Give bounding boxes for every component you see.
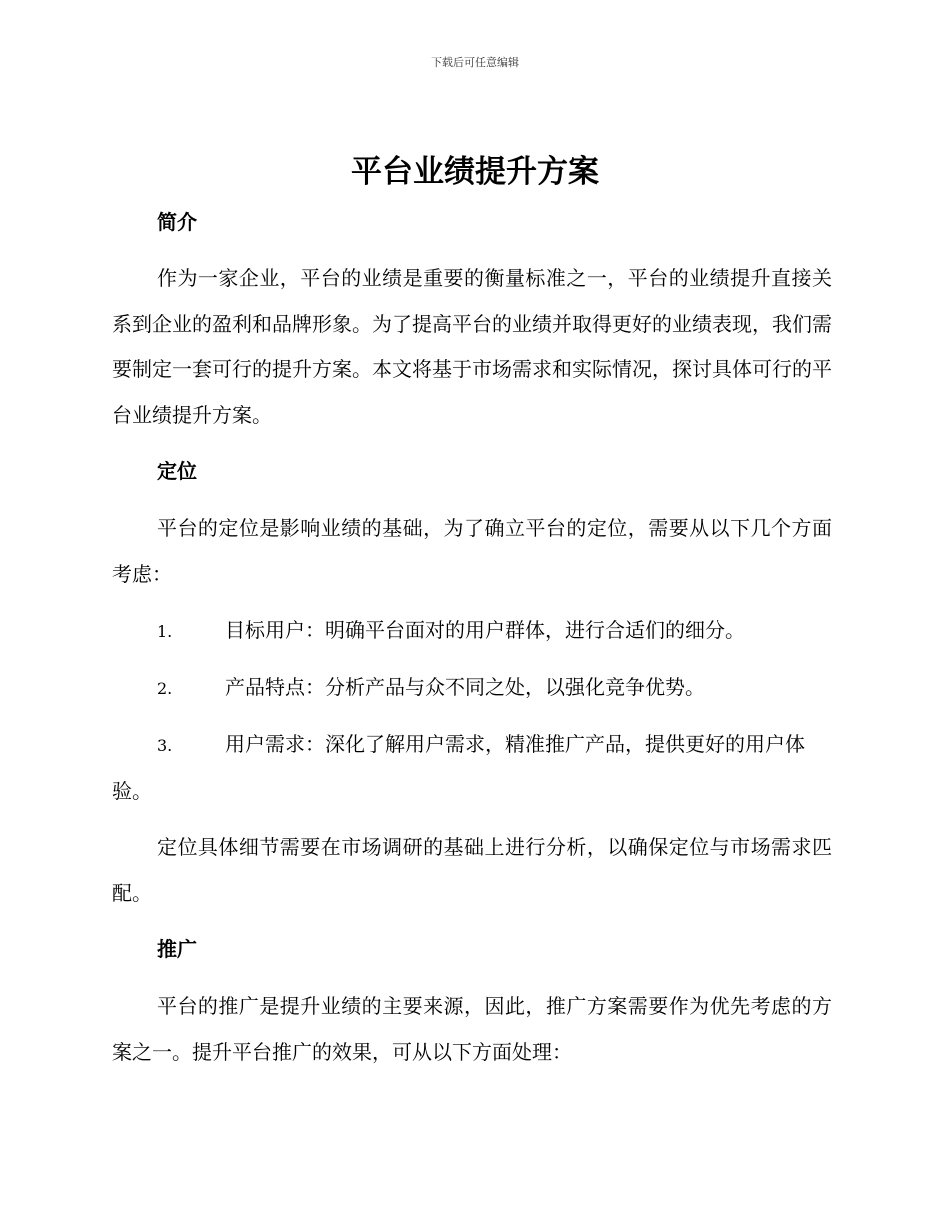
list-item-text: 目标用户：明确平台面对的用户群体，进行合适们的细分。 <box>225 618 745 642</box>
list-item-number: 3. <box>157 736 173 755</box>
document-title: 平台业绩提升方案 <box>351 154 599 190</box>
section-heading-positioning: 定位 <box>157 459 197 483</box>
list-item <box>112 665 832 712</box>
section-heading-promotion: 推广 <box>157 937 197 961</box>
list-item <box>112 722 832 814</box>
header-note: 下载后可任意编辑 <box>431 56 519 69</box>
promotion-intro-paragraph: 平台的推广是提升业绩的主要来源，因此，推广方案需要作为优先考虑的方案之一。提升平台推广的效果，可从以下方面处理： <box>112 994 832 1064</box>
positioning-intro-paragraph: 平台的定位是影响业绩的基础，为了确立平台的定位，需要从以下几个方面考虑： <box>112 516 832 586</box>
intro-paragraph: 作为一家企业，平台的业绩是重要的衡量标准之一，平台的业绩提升直接关系到企业的盈利和品牌形象。为了提高平台的业绩并取得更好的业绩表现，我们需要制定一套可行的提升方案。本文将基于市场需求和实际情况，探讨具体可行的平台业绩提升方案。 <box>112 266 832 427</box>
list-item-text: 用户需求：深化了解用户需求，精准推广产品，提供更好的用户体验。 <box>112 732 805 803</box>
section-heading-intro: 简介 <box>157 210 197 234</box>
list-item-number: 2. <box>157 679 173 698</box>
list-item-number: 1. <box>157 622 173 641</box>
list-item <box>112 608 832 655</box>
positioning-outro-paragraph: 定位具体细节需要在市场调研的基础上进行分析，以确保定位与市场需求匹配。 <box>112 835 832 905</box>
list-item-text: 产品特点：分析产品与众不同之处，以强化竞争优势。 <box>225 675 705 699</box>
